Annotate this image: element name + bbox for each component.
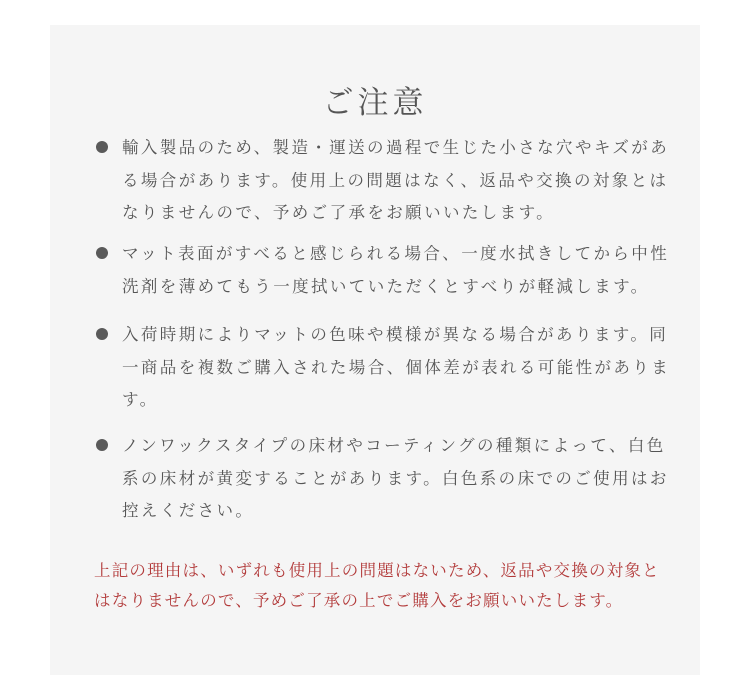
notice-item-text: ノンワックスタイプの床材やコーティングの種類によって、白色系の床材が黄変することがあります。白色系の床でのご使用はお控えください。 [122,436,669,520]
notice-item-text: 輸入製品のため、製造・運送の過程で生じた小さな穴やキズがある場合があります。使用上の問題はなく、返品や交換の対象とはなりませんので、予めご了承をお願いいたします。 [122,138,670,222]
bullet-icon [96,247,108,259]
list-item [96,132,676,230]
list-item [96,319,676,417]
list-item [96,430,676,528]
notice-item-text: マット表面がすべると感じられる場合、一度水拭きしてから中性洗剤を薄めてもう一度拭いていただくとすべりが軽減します。 [122,244,670,296]
list-item [96,238,676,303]
bullet-icon [96,328,108,340]
footer-note: 上記の理由は、いずれも使用上の問題はないため、返品や交換の対象とはなりませんので、予めご了承の上でご購入をお願いいたします。 [94,561,660,610]
bullet-icon [96,439,108,451]
bullet-icon [96,141,108,153]
notice-title: ご注意 [322,85,428,121]
notice-item-text: 入荷時期によりマットの色味や模様が異なる場合があります。同一商品を複数ご購入された場合、個体差が表れる可能性があります。 [122,325,671,409]
notice-panel [50,25,700,675]
